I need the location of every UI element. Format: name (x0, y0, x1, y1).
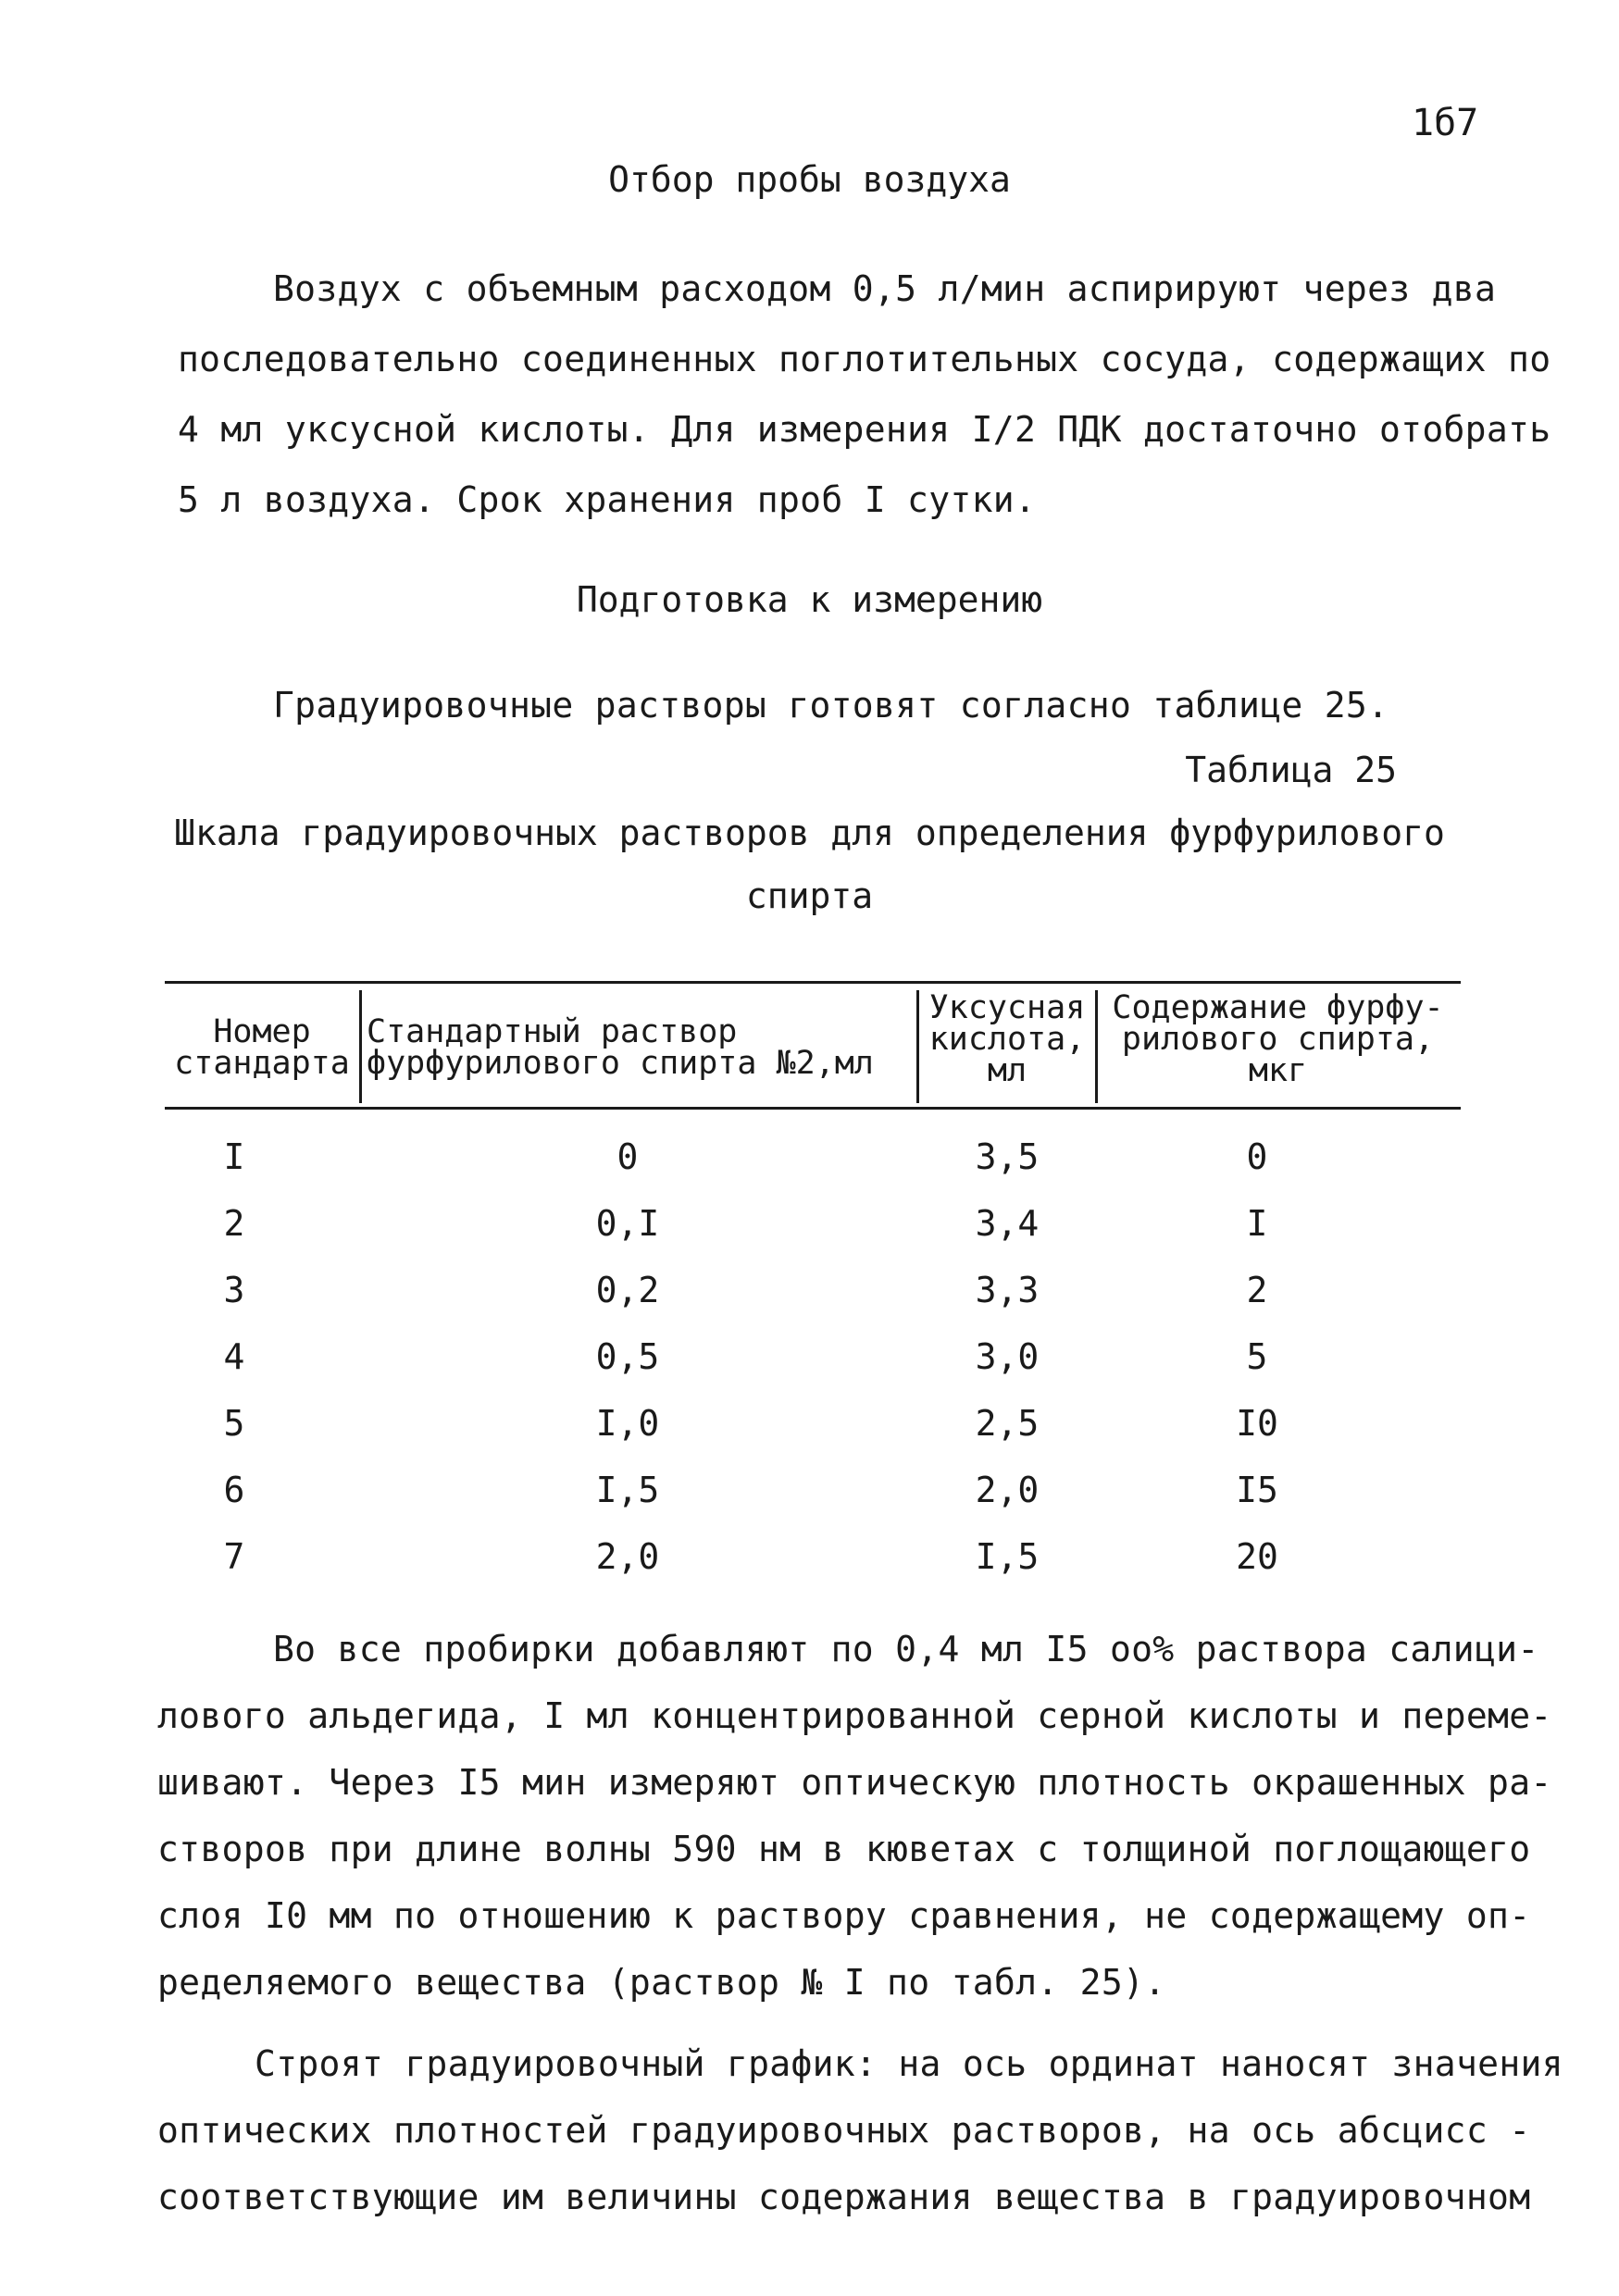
header-alcohol-content (1095, 989, 1461, 1089)
text-line: створов при длине волны 590 нм в кюветах с толщиной поглощающего (157, 1829, 1531, 1869)
header-line: Содержание фурфу- (1112, 989, 1444, 1026)
table-label: Таблица 25 (1185, 750, 1397, 790)
text-line: слоя I0 мм по отношению к раствору сравнения, не содержащему оп- (157, 1895, 1531, 1936)
table-header-rule (165, 1107, 1461, 1110)
header-line: рилового спирта, (1121, 1021, 1435, 1058)
header-line: стандарта (174, 1045, 350, 1082)
cell-solution: 0,5 (595, 1336, 660, 1377)
cell-solution: I,0 (595, 1403, 660, 1444)
cell-standard: 4 (223, 1336, 245, 1377)
cell-standard: 6 (223, 1470, 245, 1510)
header-standard-solution (367, 1013, 922, 1082)
text-line: Воздух с объемным расходом 0,5 л/мин аспирируют через два (273, 268, 1497, 309)
table-intro-text: Градуировочные растворы готовят согласно таблице 25. (273, 685, 1389, 726)
text-line: Строят градуировочный график: на ось ординат наносят значения (255, 2043, 1563, 2084)
cell-content: I5 (1236, 1470, 1278, 1510)
text-line: лового альдегида, I мл концентрированной серной кислоты и переме- (157, 1695, 1552, 1736)
page-number: 1б7 (1412, 102, 1479, 144)
section-title-air-sampling: Отбор пробы воздуха (608, 159, 1011, 200)
section-title-preparation: Подготовка к измерению (576, 579, 1043, 620)
cell-solution: 0,2 (595, 1270, 660, 1310)
header-line: Номер (213, 1013, 311, 1050)
cell-solution: 0,I (595, 1203, 660, 1244)
cell-acid: 3,3 (975, 1270, 1040, 1310)
header-acetic-acid (916, 989, 1098, 1089)
cell-standard: 3 (223, 1270, 245, 1310)
text-line: 5 л воздуха. Срок хранения проб I сутки. (178, 479, 1037, 520)
cell-solution: I,5 (595, 1470, 660, 1510)
cell-solution: 0 (616, 1136, 639, 1177)
cell-standard: 5 (223, 1403, 245, 1444)
text-line: последовательно соединенных поглотительных сосуда, содержащих по (178, 339, 1551, 379)
header-standard-number (165, 1013, 359, 1082)
cell-content: 0 (1246, 1136, 1268, 1177)
cell-standard: 2 (223, 1203, 245, 1244)
cell-acid: 2,0 (975, 1470, 1040, 1510)
header-line: Уксусная (928, 989, 1086, 1026)
cell-acid: 3,4 (975, 1203, 1040, 1244)
header-line: кислота, (928, 1021, 1086, 1058)
cell-acid: 3,0 (975, 1336, 1040, 1377)
table-top-rule (165, 981, 1461, 984)
header-line: мкг (1248, 1052, 1308, 1089)
table-caption-line2: спирта (745, 875, 874, 916)
cell-acid: 2,5 (975, 1403, 1040, 1444)
cell-content: I (1246, 1203, 1268, 1244)
table-caption-line1: Шкала градуировочных растворов для определения фурфурилового (174, 813, 1445, 853)
text-line: ределяемого вещества (раствор № I по табл. 25). (157, 1962, 1166, 2003)
cell-content: 20 (1236, 1536, 1278, 1577)
header-line: Стандартный раствор (367, 1013, 738, 1050)
table-col-separator (359, 990, 362, 1103)
cell-standard: I (223, 1136, 245, 1177)
calibration-table (165, 981, 1461, 1577)
text-line: шивают. Через I5 мин измеряют оптическую плотность окрашенных ра- (157, 1762, 1552, 1803)
text-line: 4 мл уксусной кислоты. Для измерения I/2 ПДК достаточно отобрать (178, 409, 1551, 450)
cell-content: 2 (1246, 1270, 1268, 1310)
text-line: Во все пробирки добавляют по 0,4 мл I5 оо% раствора салици- (273, 1629, 1539, 1669)
header-line: фурфурилового спирта №2,мл (367, 1045, 874, 1082)
text-line: соответствующие им величины содержания вещества в градуировочном (157, 2177, 1531, 2217)
cell-solution: 2,0 (595, 1536, 660, 1577)
cell-content: I0 (1236, 1403, 1278, 1444)
cell-content: 5 (1246, 1336, 1268, 1377)
header-line: мл (987, 1052, 1027, 1089)
text-line: оптических плотностей градуировочных растворов, на ось абсцисс - (157, 2110, 1531, 2151)
cell-acid: I,5 (975, 1536, 1040, 1577)
cell-standard: 7 (223, 1536, 245, 1577)
cell-acid: 3,5 (975, 1136, 1040, 1177)
